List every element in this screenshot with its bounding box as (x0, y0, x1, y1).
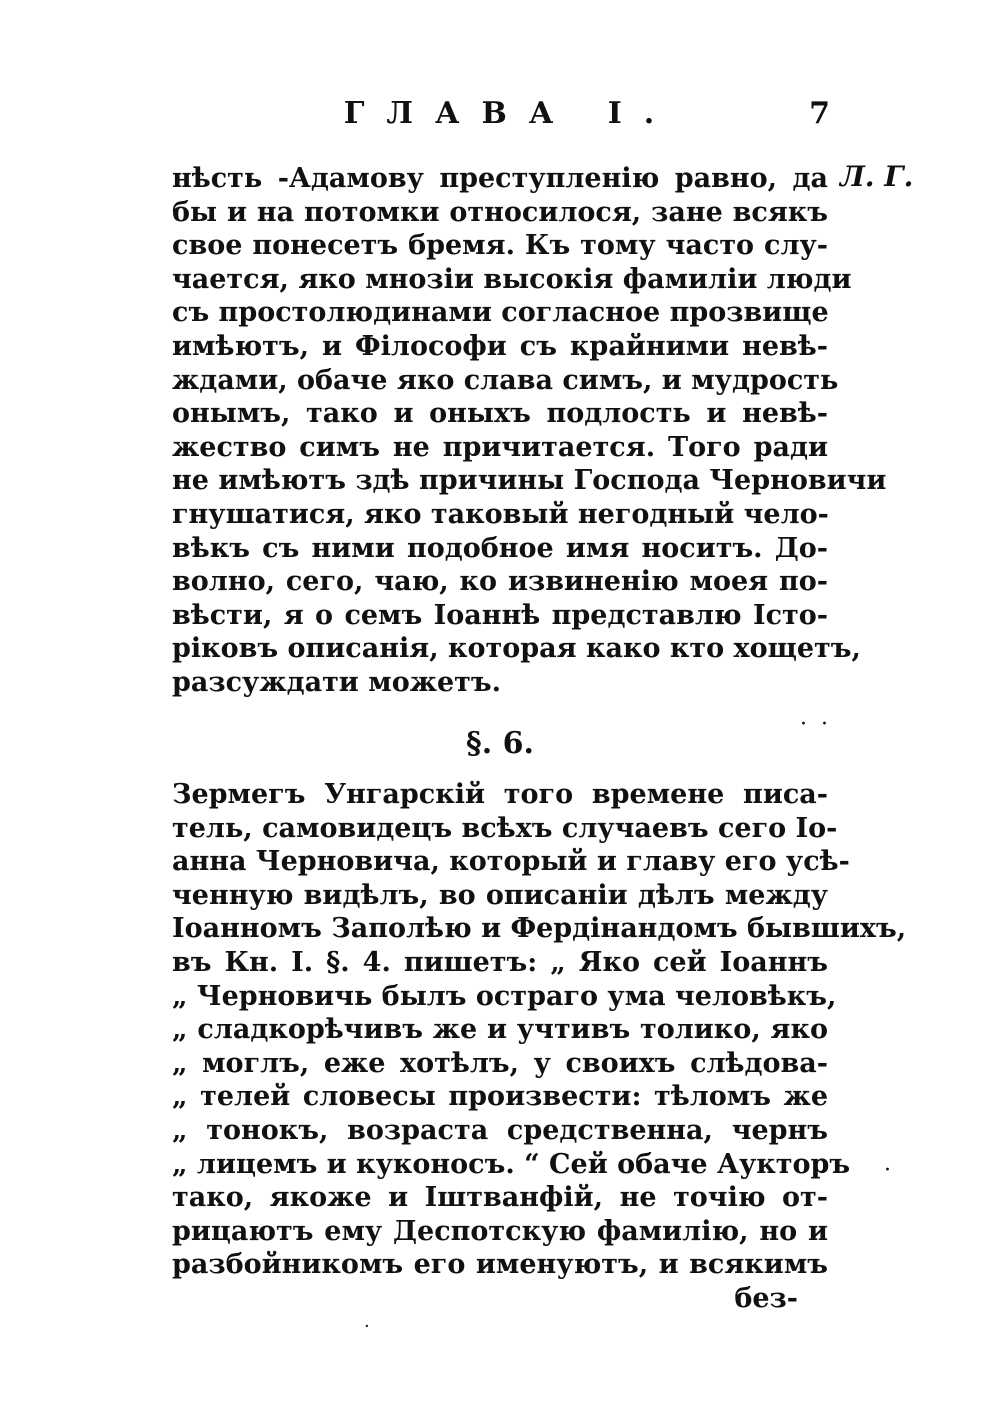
text-line: имѣютъ, и Філософи съ крайними невѣ- (172, 330, 828, 362)
text-line: вѣсти, я о семъ Іоаннѣ представлю Істо- (172, 599, 828, 631)
text-line: „ тонокъ, возраста средственна, чернъ (172, 1114, 828, 1146)
text-line: тель, самовидецъ всѣхъ случаевъ сего Іо- (172, 812, 838, 844)
text-line: ченную видѣлъ, во описаніи дѣлъ между (172, 879, 828, 911)
page-header (170, 96, 830, 136)
text-line: разбойникомъ его именуютъ, и всякимъ (172, 1249, 828, 1281)
catchword: без- (734, 1282, 798, 1314)
text-line: въ Кн. I. §. 4. пишетъ: „ Яко сей Іоаннъ (172, 946, 828, 978)
text-line: Зермегъ Унгарскій того времене писа- (172, 779, 828, 810)
print-speck: · (364, 1316, 370, 1337)
text-line: нѣсть -Адамову преступленію равно, да (172, 163, 828, 194)
margin-note: Л. Г. (840, 160, 914, 193)
text-line: „ Черновичь былъ остраго ума человѣкъ, (172, 980, 837, 1012)
text-line: „ лицемъ и куконосъ. “ Сей обаче Аукторъ (172, 1148, 851, 1180)
text-line: чается, яко мнозіи высокія фамиліи люди (172, 263, 852, 295)
text-line: не имѣютъ здѣ причины Господа Черновичи (172, 465, 887, 497)
text-line: „ сладкорѣчивъ же и учтивъ толико, яко (172, 1014, 828, 1046)
text-line: волно, сего, чаю, ко извиненію моея по- (172, 566, 828, 598)
text-line: онымъ, тако и оныхъ подлость и невѣ- (172, 398, 828, 430)
text-line: рицаютъ ему Деспотскую фамилію, но и (172, 1215, 828, 1247)
paragraph-2 (172, 778, 907, 1316)
page-number: 7 (809, 96, 830, 131)
running-head: ГЛАВА I. (343, 96, 677, 131)
text-line: свое понесетъ бремя. Къ тому часто слу- (172, 230, 828, 262)
text-line: ріковъ описанія, которая како кто хощетъ, (172, 633, 861, 665)
text-line: Іоанномъ Заполѣю и Фердінандомъ бывшихъ, (172, 913, 907, 945)
text-line: вѣкъ съ ними подобное имя носитъ. До- (172, 532, 828, 564)
text-line: „ телей словесы произвести: тѣломъ же (172, 1081, 828, 1113)
text-line: анна Черновича, который и главу его усѣ- (172, 846, 850, 878)
print-speck: · (884, 1158, 891, 1183)
text-line: „ моглъ, еже хотѣлъ, у своихъ слѣдова- (172, 1047, 828, 1079)
text-line: съ простолюдинами согласное прозвище (172, 297, 829, 329)
print-speck: · · (800, 712, 828, 737)
text-line: бы и на потомки относилося, зане всякъ (172, 196, 828, 228)
section-heading: §. 6. (466, 726, 534, 761)
text-line: тако, якоже и Іштванфій, не точію от- (172, 1182, 828, 1214)
text-line: ждами, обаче яко слава симъ, и мудрость (172, 364, 839, 396)
text-line: разсуждати можетъ. (172, 666, 501, 698)
text-line: гнушатися, яко таковый негодный чело- (172, 498, 829, 530)
text-line: жество симъ не причитается. Того ради (172, 431, 828, 463)
